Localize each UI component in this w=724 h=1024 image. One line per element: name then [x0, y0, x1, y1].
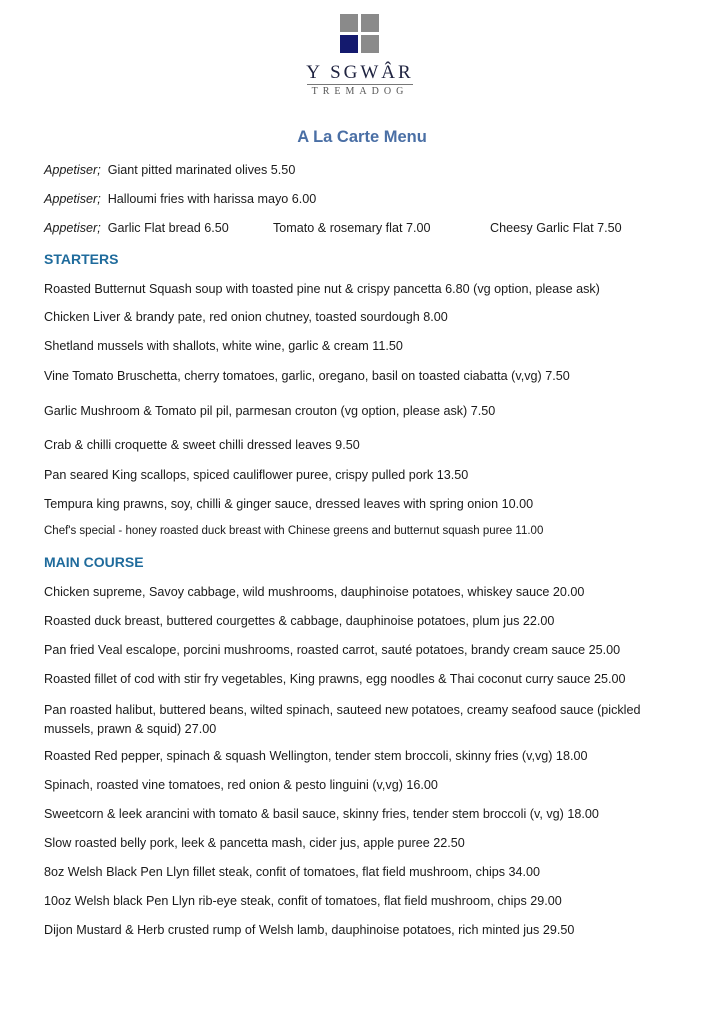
menu-item: Chicken supreme, Savoy cabbage, wild mushrooms, dauphinoise potatoes, whiskey sauce 20.00	[44, 585, 585, 599]
menu-item: Slow roasted belly pork, leek & pancetta mash, cider jus, apple puree 22.50	[44, 836, 465, 850]
menu-item: Roasted fillet of cod with stir fry vegetables, King prawns, egg noodles & Thai coconut curry sauce 25.00	[44, 672, 626, 686]
menu-item: Pan seared King scallops, spiced cauliflower puree, crispy pulled pork 13.50	[44, 468, 469, 482]
starters-heading: STARTERS	[44, 251, 119, 267]
appetiser-item	[44, 221, 229, 235]
appetiser-label: Appetiser;	[44, 163, 101, 177]
menu-item: Chef's special - honey roasted duck breast with Chinese greens and butternut squash puree 11.00	[44, 525, 544, 537]
menu-item: 8oz Welsh Black Pen Llyn fillet steak, confit of tomatoes, flat field mushroom, chips 34.00	[44, 865, 541, 879]
appetiser-extra: Cheesy Garlic Flat 7.50	[490, 221, 622, 235]
logo-name: Y SGWÂR	[306, 62, 414, 83]
menu-item: Shetland mussels with shallots, white wine, garlic & cream 11.50	[44, 339, 403, 353]
appetiser-label: Appetiser;	[44, 221, 101, 235]
menu-item: Roasted Red pepper, spinach & squash Wellington, tender stem broccoli, skinny fries (v,vg) 18.00	[44, 749, 588, 763]
menu-item: Sweetcorn & leek arancini with tomato & basil sauce, skinny fries, tender stem broccoli (v, vg) 18.00	[44, 807, 599, 821]
appetiser-item	[44, 192, 316, 206]
appetiser-text: Giant pitted marinated olives 5.50	[107, 163, 296, 177]
menu-item: 10oz Welsh black Pen Llyn rib-eye steak, confit of tomatoes, flat field mushroom, chips 29.00	[44, 894, 562, 908]
menu-item: Pan roasted halibut, buttered beans, wilted spinach, sauteed new potatoes, creamy seafood sauce (pickled mussels, prawn & squid) 27.00	[44, 703, 641, 736]
logo-subtitle: TREMADOG	[311, 86, 409, 97]
menu-item: Roasted duck breast, buttered courgettes & cabbage, dauphinoise potatoes, plum jus 22.00	[44, 614, 555, 628]
main-course-heading: MAIN COURSE	[44, 554, 144, 570]
page-title: A La Carte Menu	[297, 128, 427, 146]
menu-item: Pan fried Veal escalope, porcini mushrooms, roasted carrot, sauté potatoes, brandy cream sauce 25.00	[44, 643, 621, 657]
appetiser-text: Garlic Flat bread 6.50	[107, 221, 229, 235]
menu-item: Chicken Liver & brandy pate, red onion chutney, toasted sourdough 8.00	[44, 310, 448, 324]
appetiser-text: Halloumi fries with harissa mayo 6.00	[107, 192, 317, 206]
menu-item: Spinach, roasted vine tomatoes, red onion & pesto linguini (v,vg) 16.00	[44, 778, 438, 792]
menu-item: Crab & chilli croquette & sweet chilli dressed leaves 9.50	[44, 438, 360, 452]
menu-item: Garlic Mushroom & Tomato pil pil, parmesan crouton (vg option, please ask) 7.50	[44, 404, 496, 418]
appetiser-extra: Tomato & rosemary flat 7.00	[273, 221, 431, 235]
menu-item: Dijon Mustard & Herb crusted rump of Welsh lamb, dauphinoise potatoes, rich minted jus 29.50	[44, 923, 575, 937]
appetiser-item	[44, 163, 295, 177]
logo-divider	[307, 84, 413, 85]
menu-item: Roasted Butternut Squash soup with toasted pine nut & crispy pancetta 6.80 (vg option, please ask)	[44, 282, 600, 296]
appetiser-label: Appetiser;	[44, 192, 101, 206]
menu-item: Vine Tomato Bruschetta, cherry tomatoes, garlic, oregano, basil on toasted ciabatta (v,vg) 7.50	[44, 369, 570, 383]
logo-squares	[340, 14, 380, 54]
menu-item: Tempura king prawns, soy, chilli & ginger sauce, dressed leaves with spring onion 10.00	[44, 497, 534, 511]
